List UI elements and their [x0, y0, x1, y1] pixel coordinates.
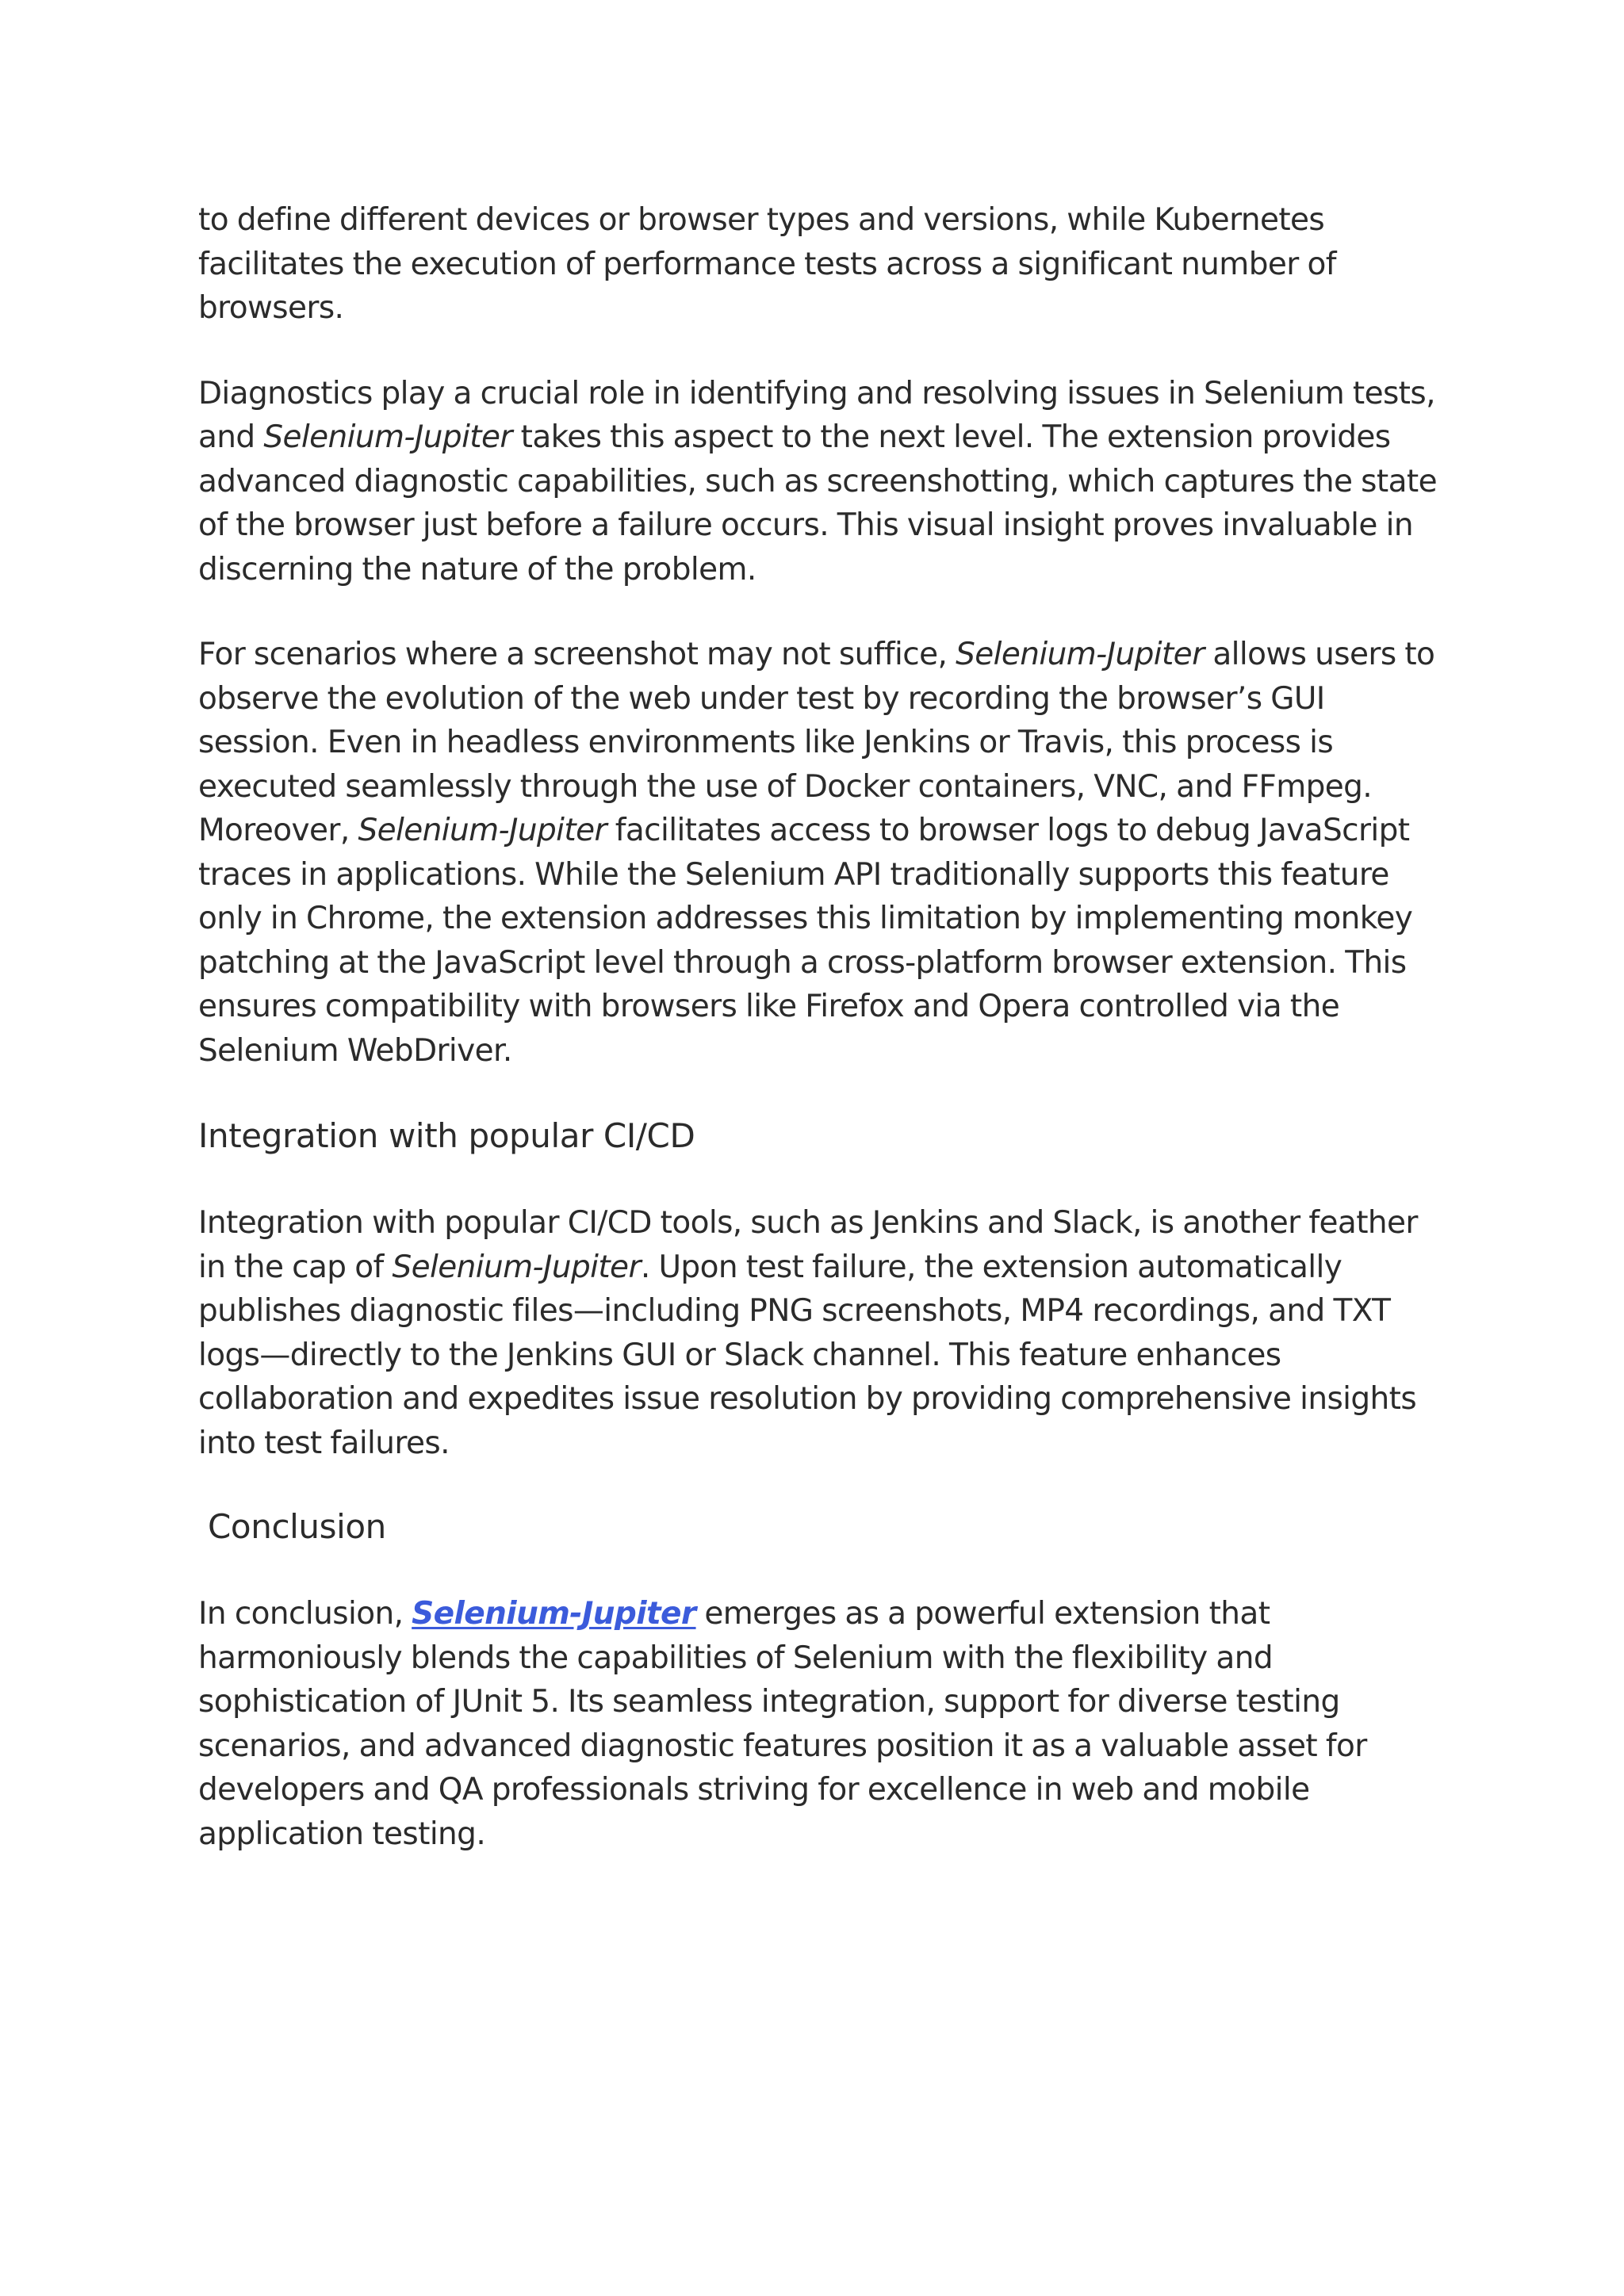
document-page: [198, 198, 1451, 1856]
paragraph-text: to define different devices or browser types and versions, while Kubernetes facilitates the execution of performance tests across a significant number of browsers.: [198, 202, 1336, 326]
paragraph-text: Diagnostics play a crucial role in identifying and resolving issues in Selenium tests, and: [198, 375, 1435, 455]
emphasis-selenium-jupiter: Selenium-Jupiter: [956, 637, 1205, 672]
paragraph-text: facilitates access to browser logs to debug JavaScript traces in applications. While the Selenium API traditionally supports this feature only in Chrome, the extension addresses this limitation by implementing monkey patching at the JavaScript level through a cross-platform browser extension. This ensures compatibility with browsers like Firefox and Opera controlled via the Selenium WebDriver.: [198, 813, 1413, 1069]
emphasis-selenium-jupiter: Selenium-Jupiter: [263, 419, 512, 455]
paragraph-text: emerges as a powerful extension that harmoniously blends the capabilities of Selenium with the flexibility and sophistication of JUnit 5. Its seamless integration, support for diverse testing scenarios, and advanced diagnostic features position it as a valuable asset for developers and QA professionals striving for excellence in web and mobile application testing.: [198, 1596, 1367, 1852]
section-heading-conclusion: Conclusion: [208, 1507, 386, 1546]
paragraph-diagnostics: [198, 372, 1451, 592]
paragraph-text: In conclusion,: [198, 1596, 412, 1632]
paragraph-text: Moreover,: [198, 813, 358, 848]
paragraph-text: . Upon test failure, the extension automatically publishes diagnostic files—including PNG screenshots, MP4 recordings, and TXT logs—directly to the Jenkins GUI or Slack channel. This feature enhances collaboration and expedites issue resolution by providing comprehensive insights into test failures.: [198, 1249, 1417, 1461]
paragraph-text: allows users to observe the evolution of the web under test by recording the browser’s GUI session. Even in headless environments like Jenkins or Travis, this process is executed seamlessly through the use of Docker containers, VNC, and FFmpeg.: [198, 637, 1435, 805]
paragraph-text: For scenarios where a screenshot may not suffice,: [198, 637, 956, 672]
paragraph-text: takes this aspect to the next level. The extension provides advanced diagnostic capabilities, such as screenshotting, which captures the state of the browser just before a failure occurs. This visual insight proves invaluable in discerning the nature of the problem.: [198, 419, 1437, 587]
paragraph-browser-logs: [198, 809, 1451, 1073]
section-heading-cicd: Integration with popular CI/CD: [198, 1116, 695, 1155]
paragraph-screen-recording: [198, 633, 1451, 809]
paragraph-devices-kubernetes: [198, 198, 1451, 331]
paragraph-text: Integration with popular CI/CD tools, such as Jenkins and Slack, is another feather in the cap of: [198, 1205, 1418, 1285]
paragraph-conclusion: [198, 1592, 1451, 1856]
selenium-jupiter-link[interactable]: Selenium-Jupiter: [412, 1596, 696, 1632]
emphasis-selenium-jupiter: Selenium-Jupiter: [392, 1249, 641, 1285]
emphasis-selenium-jupiter: Selenium-Jupiter: [358, 813, 607, 848]
paragraph-cicd-integration: [198, 1201, 1451, 1465]
